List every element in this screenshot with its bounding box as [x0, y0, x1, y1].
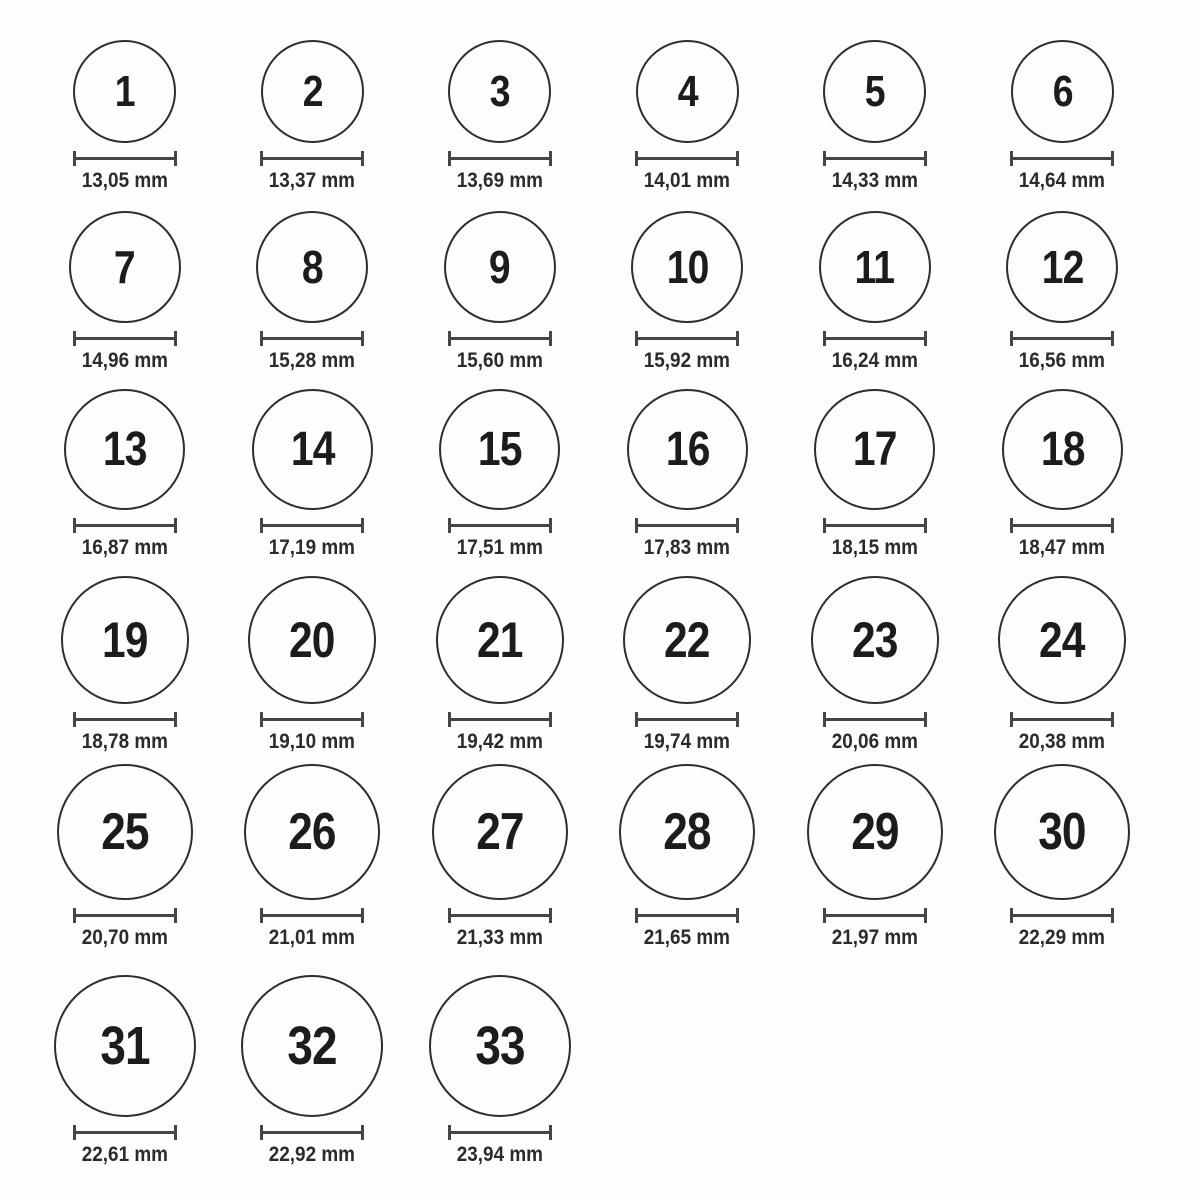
diameter-measure-line [635, 518, 739, 533]
size-row-1 [31, 8, 1156, 193]
ring-size-number: 8 [301, 241, 323, 293]
ring-circle [823, 40, 926, 143]
diameter-label: 14,96 mm [81, 349, 168, 372]
diameter-measure-line [260, 1125, 364, 1140]
ring-size-number: 12 [1041, 241, 1084, 293]
ring-size-cell [406, 975, 594, 1167]
ring-size-cell [31, 40, 219, 193]
ring-size-cell [219, 389, 407, 560]
diameter-label: 16,24 mm [831, 349, 918, 372]
diameter-measure-line [260, 151, 364, 166]
diameter-label: 20,38 mm [1019, 730, 1106, 753]
size-row-2 [31, 193, 1156, 373]
diameter-measure-line [73, 331, 177, 346]
diameter-measure-line [1010, 712, 1114, 727]
ring-circle [811, 576, 939, 704]
ring-circle [998, 576, 1126, 704]
ring-size-cell [594, 764, 782, 950]
diameter-label: 15,60 mm [456, 349, 543, 372]
ring-circle [73, 40, 176, 143]
ring-size-cell [969, 764, 1157, 950]
ring-size-cell [594, 389, 782, 560]
diameter-measure-line [635, 331, 739, 346]
diameter-label: 16,56 mm [1019, 349, 1106, 372]
ring-circle [631, 211, 743, 323]
size-row-6 [31, 950, 1156, 1167]
ring-size-number: 24 [1039, 612, 1086, 668]
diameter-label: 13,37 mm [269, 169, 356, 192]
ring-circle [54, 975, 196, 1117]
ring-circle [69, 211, 181, 323]
diameter-label: 20,70 mm [81, 926, 168, 949]
ring-size-number: 22 [664, 612, 711, 668]
diameter-measure-line [1010, 908, 1114, 923]
ring-circle [261, 40, 364, 143]
ring-size-cell [969, 389, 1157, 560]
ring-size-cell [594, 576, 782, 754]
diameter-label: 15,92 mm [644, 349, 731, 372]
diameter-measure-line [448, 151, 552, 166]
ring-circle [819, 211, 931, 323]
ring-size-number: 32 [287, 1016, 337, 1076]
ring-circle [248, 576, 376, 704]
ring-size-number: 16 [665, 422, 710, 476]
diameter-label: 19,74 mm [644, 730, 731, 753]
ring-size-cell [406, 576, 594, 754]
diameter-label: 21,65 mm [644, 926, 731, 949]
ring-size-cell [781, 389, 969, 560]
diameter-measure-line [635, 908, 739, 923]
diameter-label: 14,01 mm [644, 169, 731, 192]
ring-circle [432, 764, 568, 900]
ring-size-number: 4 [677, 66, 698, 116]
ring-circle [439, 389, 560, 510]
ring-size-cell [31, 576, 219, 754]
diameter-label: 21,33 mm [456, 926, 543, 949]
ring-size-cell [969, 576, 1157, 754]
ring-circle [256, 211, 368, 323]
ring-circle [1002, 389, 1123, 510]
diameter-label: 17,83 mm [644, 536, 731, 559]
diameter-measure-line [73, 151, 177, 166]
diameter-measure-line [1010, 331, 1114, 346]
ring-size-number: 3 [489, 66, 510, 116]
diameter-label: 13,05 mm [81, 169, 168, 192]
ring-circle [807, 764, 943, 900]
ring-size-cell [406, 211, 594, 373]
diameter-measure-line [823, 331, 927, 346]
diameter-measure-line [823, 151, 927, 166]
ring-size-number: 1 [114, 66, 135, 116]
diameter-measure-line [823, 908, 927, 923]
ring-circle [61, 576, 189, 704]
ring-size-number: 23 [851, 612, 898, 668]
ring-size-number: 10 [666, 241, 709, 293]
ring-circle [429, 975, 571, 1117]
ring-size-number: 7 [114, 241, 136, 293]
ring-circle [252, 389, 373, 510]
diameter-label: 14,64 mm [1019, 169, 1106, 192]
diameter-label: 21,97 mm [831, 926, 918, 949]
diameter-label: 17,51 mm [456, 536, 543, 559]
size-row-4 [31, 560, 1156, 754]
size-row-3 [31, 373, 1156, 560]
ring-size-number: 2 [302, 66, 323, 116]
ring-circle [627, 389, 748, 510]
ring-size-cell [219, 764, 407, 950]
ring-circle [994, 764, 1130, 900]
ring-size-cell [594, 40, 782, 193]
ring-size-number: 11 [854, 241, 895, 293]
diameter-measure-line [1010, 151, 1114, 166]
ring-size-number: 33 [475, 1016, 525, 1076]
diameter-label: 22,61 mm [81, 1143, 168, 1166]
ring-size-cell [969, 40, 1157, 193]
ring-size-number: 9 [489, 241, 511, 293]
diameter-label: 19,10 mm [269, 730, 356, 753]
ring-circle [1006, 211, 1118, 323]
ring-size-cell [219, 576, 407, 754]
ring-size-cell [406, 40, 594, 193]
ring-circle [619, 764, 755, 900]
ring-size-number: 13 [102, 422, 147, 476]
diameter-measure-line [73, 518, 177, 533]
ring-size-cell [406, 764, 594, 950]
diameter-measure-line [1010, 518, 1114, 533]
ring-size-cell [781, 576, 969, 754]
ring-size-cell [969, 211, 1157, 373]
diameter-label: 21,01 mm [269, 926, 356, 949]
diameter-label: 22,92 mm [269, 1143, 356, 1166]
diameter-label: 14,33 mm [831, 169, 918, 192]
ring-size-number: 14 [290, 422, 335, 476]
diameter-label: 18,15 mm [831, 536, 918, 559]
ring-circle [623, 576, 751, 704]
diameter-label: 18,47 mm [1019, 536, 1106, 559]
ring-size-number: 18 [1040, 422, 1085, 476]
diameter-measure-line [448, 518, 552, 533]
ring-size-cell [219, 211, 407, 373]
ring-size-number: 5 [864, 66, 885, 116]
diameter-label: 22,29 mm [1019, 926, 1106, 949]
ring-circle [436, 576, 564, 704]
diameter-label: 19,42 mm [456, 730, 543, 753]
diameter-measure-line [73, 712, 177, 727]
ring-size-cell [31, 764, 219, 950]
diameter-measure-line [260, 908, 364, 923]
ring-size-cell [781, 764, 969, 950]
diameter-measure-line [448, 908, 552, 923]
diameter-measure-line [73, 908, 177, 923]
diameter-measure-line [448, 331, 552, 346]
ring-size-cell [406, 389, 594, 560]
diameter-label: 13,69 mm [456, 169, 543, 192]
diameter-measure-line [260, 518, 364, 533]
diameter-measure-line [823, 518, 927, 533]
ring-circle [636, 40, 739, 143]
diameter-label: 17,19 mm [269, 536, 356, 559]
ring-size-number: 21 [476, 612, 523, 668]
ring-circle [814, 389, 935, 510]
diameter-label: 20,06 mm [831, 730, 918, 753]
ring-size-number: 31 [100, 1016, 150, 1076]
ring-size-cell [781, 211, 969, 373]
ring-size-cell [31, 389, 219, 560]
size-row-5 [31, 754, 1156, 950]
ring-circle [57, 764, 193, 900]
diameter-measure-line [823, 712, 927, 727]
ring-size-number: 17 [852, 422, 897, 476]
ring-size-cell [219, 40, 407, 193]
ring-circle [448, 40, 551, 143]
ring-size-number: 6 [1052, 66, 1073, 116]
ring-circle [244, 764, 380, 900]
ring-size-number: 29 [851, 803, 899, 861]
ring-size-number: 27 [476, 803, 524, 861]
diameter-measure-line [448, 1125, 552, 1140]
ring-size-number: 28 [663, 803, 711, 861]
ring-size-number: 19 [101, 612, 148, 668]
diameter-measure-line [260, 331, 364, 346]
diameter-measure-line [635, 151, 739, 166]
ring-size-cell [781, 40, 969, 193]
ring-size-cell [31, 211, 219, 373]
ring-circle [444, 211, 556, 323]
ring-size-cell [31, 975, 219, 1167]
ring-size-number: 20 [289, 612, 336, 668]
ring-size-number: 30 [1038, 803, 1086, 861]
diameter-label: 16,87 mm [81, 536, 168, 559]
diameter-measure-line [635, 712, 739, 727]
ring-size-cell [219, 975, 407, 1167]
diameter-measure-line [73, 1125, 177, 1140]
ring-circle [1011, 40, 1114, 143]
diameter-label: 15,28 mm [269, 349, 356, 372]
diameter-label: 23,94 mm [456, 1143, 543, 1166]
ring-circle [64, 389, 185, 510]
diameter-label: 18,78 mm [81, 730, 168, 753]
ring-size-number: 15 [477, 422, 522, 476]
ring-size-number: 25 [101, 803, 149, 861]
ring-size-number: 26 [288, 803, 336, 861]
ring-size-cell [594, 211, 782, 373]
diameter-measure-line [260, 712, 364, 727]
ring-circle [241, 975, 383, 1117]
diameter-measure-line [448, 712, 552, 727]
